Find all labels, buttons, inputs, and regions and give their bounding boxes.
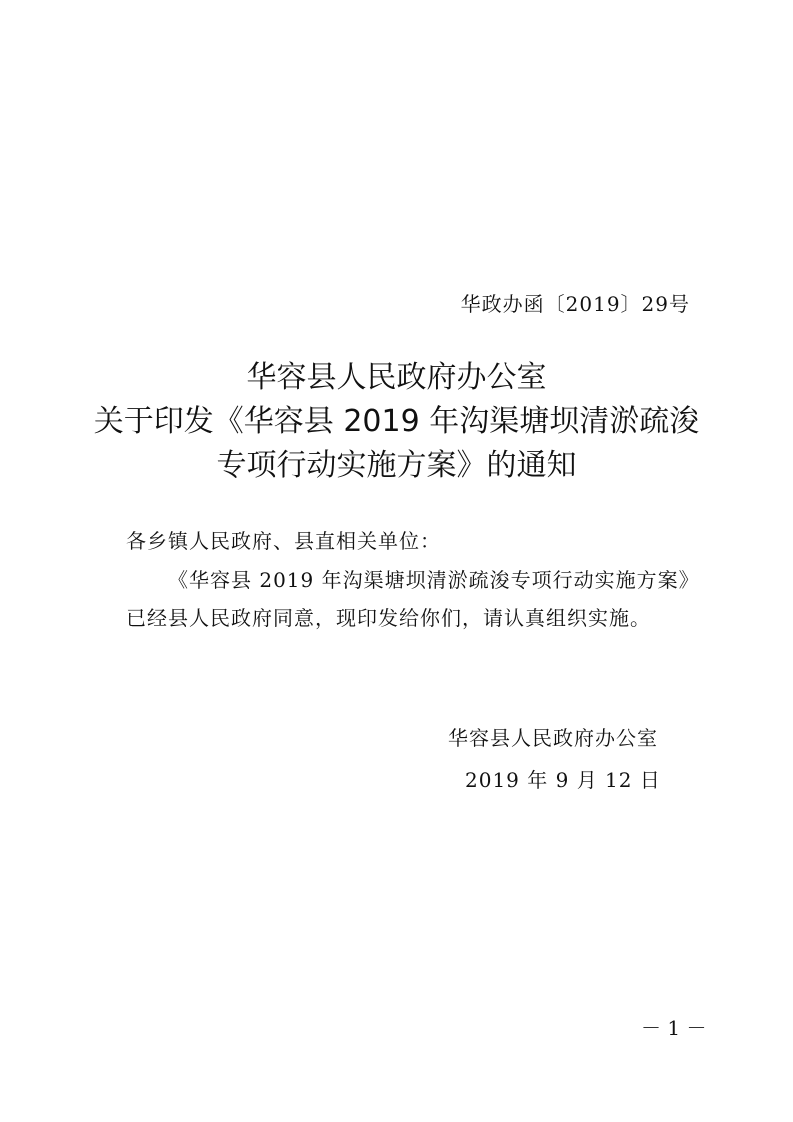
issuer-signature: 华容县人民政府办公室: [448, 726, 658, 750]
title-line-2: 关于印发《华容县 2019 年沟渠塘坝清淤疏浚: [93, 404, 700, 439]
document-title: [0, 356, 793, 488]
title-line-1: 华容县人民政府办公室: [246, 360, 547, 395]
body-paragraph: [126, 561, 700, 637]
body-line-1: 《华容县 2019 年沟渠塘坝清淤疏浚专项行动实施方案》: [168, 568, 700, 592]
title-line-3: 专项行动实施方案》的通知: [216, 448, 577, 483]
document-number: 华政办函〔2019〕29号: [460, 292, 690, 316]
page-number: － 1 －: [641, 1016, 707, 1040]
salutation: 各乡镇人民政府、县直相关单位：: [126, 529, 441, 553]
body-line-2: 已经县人民政府同意，现印发给你们，请认真组织实施。: [126, 606, 651, 630]
issue-date: 2019 年 9 月 12 日: [465, 768, 661, 792]
